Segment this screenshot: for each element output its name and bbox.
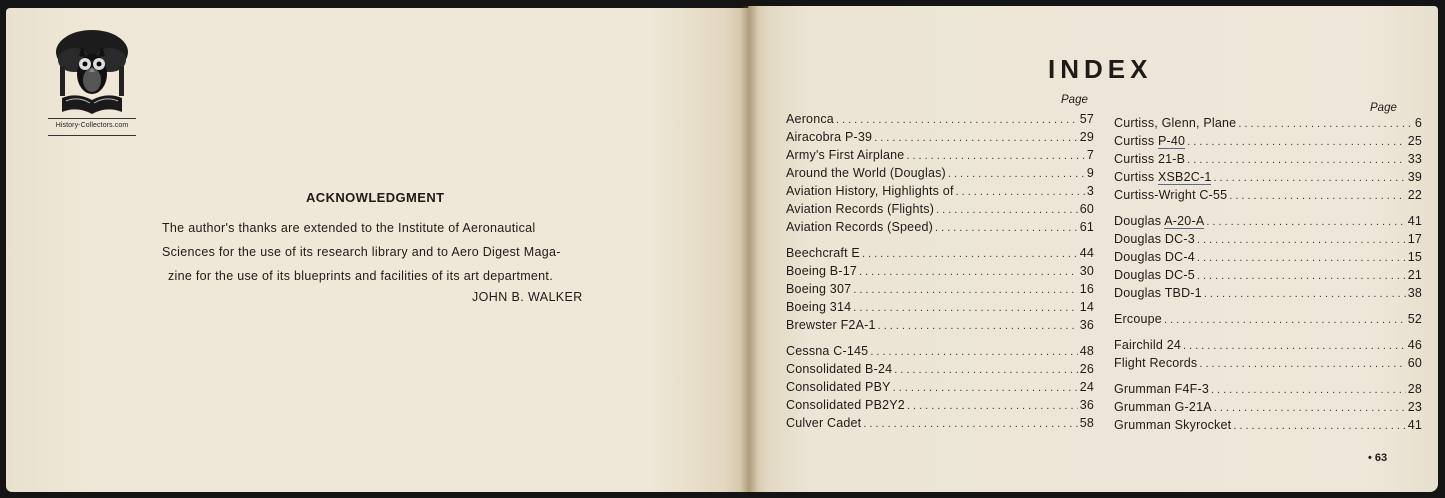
index-entry-label: Army's First Airplane: [786, 148, 905, 162]
index-entry-label: Aviation History, Highlights of: [786, 184, 954, 198]
index-entry: [1114, 356, 1422, 370]
index-entry: [1114, 232, 1422, 246]
index-entry-page: 60: [1079, 202, 1094, 216]
index-entry-label: Consolidated PB2Y2: [786, 398, 905, 412]
index-leader-dots: [948, 168, 1085, 180]
index-entry-label: Ercoupe: [1114, 312, 1162, 326]
index-entry: [1114, 382, 1422, 396]
index-entry-page: 21: [1407, 268, 1422, 282]
index-entry-label: Grumman G-21A: [1114, 400, 1212, 414]
index-entry-page: 41: [1407, 214, 1422, 228]
index-entry-page: 33: [1407, 152, 1422, 166]
right-page: [748, 6, 1438, 492]
index-entry-label: Curtiss, Glenn, Plane: [1114, 116, 1237, 130]
index-entry: [1114, 250, 1422, 264]
index-entry: [1114, 214, 1422, 228]
logo-rule-bottom: [48, 135, 136, 136]
index-entry-page: 58: [1079, 416, 1094, 430]
index-leader-dots: [1206, 216, 1405, 228]
index-entry: [1114, 134, 1422, 148]
index-leader-dots: [853, 302, 1077, 314]
index-leader-dots: [1199, 358, 1405, 370]
index-entry: [1114, 418, 1422, 432]
index-entry: [1114, 312, 1422, 326]
index-entry-page: 9: [1086, 166, 1094, 180]
book-gutter: [740, 6, 758, 492]
index-entry-page: 41: [1407, 418, 1422, 432]
index-entry-page: 22: [1407, 188, 1422, 202]
index-leader-dots: [1187, 136, 1406, 148]
acknowledgment-line: zine for the use of its blueprints and facilities of its art department.: [168, 269, 553, 283]
index-leader-dots: [862, 248, 1078, 260]
index-entry: [786, 344, 1094, 358]
page-number: • 63: [1368, 452, 1388, 464]
index-entry-label: Boeing 307: [786, 282, 852, 296]
index-entry-label: Grumman Skyrocket: [1114, 418, 1232, 432]
index-leader-dots: [853, 284, 1077, 296]
index-entry-label: Douglas A-20-A: [1114, 214, 1205, 228]
index-entry: [786, 166, 1094, 180]
index-entry: [786, 398, 1094, 412]
index-leader-dots: [894, 364, 1077, 376]
index-entry: [1114, 400, 1422, 414]
index-entry: [1114, 116, 1422, 130]
index-entry-label: Curtiss XSB2C-1: [1114, 170, 1212, 184]
index-entry-label: Aviation Records (Flights): [786, 202, 935, 216]
index-leader-dots: [1214, 402, 1406, 414]
index-entry-label: Douglas TBD-1: [1114, 286, 1202, 300]
index-leader-dots: [870, 346, 1077, 358]
right-column-page-heading: Page: [1370, 102, 1397, 114]
index-entry-label: Consolidated PBY: [786, 380, 891, 394]
index-leader-dots: [859, 266, 1078, 278]
index-entry-label: Douglas DC-5: [1114, 268, 1195, 282]
index-entry-page: 39: [1407, 170, 1422, 184]
index-entry-page: 48: [1079, 344, 1094, 358]
index-entry-label: Aviation Records (Speed): [786, 220, 934, 234]
author-signature: JOHN B. WALKER: [472, 290, 583, 304]
index-entry-page: 38: [1407, 286, 1422, 300]
index-entry-page: 15: [1407, 250, 1422, 264]
index-entry: [786, 282, 1094, 296]
index-entry-page: 36: [1079, 318, 1094, 332]
index-entry-label: Consolidated B-24: [786, 362, 893, 376]
index-entry-label: Beechcraft E: [786, 246, 860, 260]
index-entry-page: 60: [1407, 356, 1422, 370]
index-entry: [1114, 188, 1422, 202]
index-entry: [786, 264, 1094, 278]
logo-rule-top: [48, 118, 136, 119]
index-leader-dots: [956, 186, 1085, 198]
index-leader-dots: [936, 204, 1078, 216]
index-entry-label: Curtiss P-40: [1114, 134, 1186, 148]
index-leader-dots: [907, 400, 1078, 412]
index-entry-label: Aeronca: [786, 112, 834, 126]
index-entry: [786, 112, 1094, 126]
index-entry-label: Culver Cadet: [786, 416, 862, 430]
index-entry: [786, 184, 1094, 198]
left-page: [6, 8, 754, 492]
index-leader-dots: [1213, 172, 1405, 184]
index-leader-dots: [1211, 384, 1406, 396]
index-entry-label: Around the World (Douglas): [786, 166, 946, 180]
index-entry-label: Curtiss 21-B: [1114, 152, 1186, 166]
index-entry: [786, 318, 1094, 332]
index-entry-page: 25: [1407, 134, 1422, 148]
index-entry-label: Brewster F2A-1: [786, 318, 876, 332]
index-entry-label: Curtiss-Wright C-55: [1114, 188, 1228, 202]
index-entry: [786, 416, 1094, 430]
index-entry-label: Airacobra P-39: [786, 130, 873, 144]
index-entry: [786, 380, 1094, 394]
index-leader-dots: [1197, 252, 1406, 264]
index-entry: [786, 130, 1094, 144]
index-entry-page: 44: [1079, 246, 1094, 260]
index-entry-page: 52: [1407, 312, 1422, 326]
index-entry-page: 24: [1079, 380, 1094, 394]
left-column-page-heading: Page: [1061, 94, 1088, 106]
index-leader-dots: [1187, 154, 1406, 166]
index-entry: [1114, 268, 1422, 282]
index-entry: [786, 246, 1094, 260]
index-leader-dots: [1238, 118, 1413, 130]
index-leader-dots: [836, 114, 1078, 126]
index-title: INDEX: [1048, 54, 1153, 84]
index-entry: [786, 148, 1094, 162]
index-leader-dots: [1197, 234, 1406, 246]
index-entry-page: 57: [1079, 112, 1094, 126]
index-leader-dots: [878, 320, 1078, 332]
index-entry: [786, 202, 1094, 216]
index-entry-label: Boeing B-17: [786, 264, 857, 278]
index-entry-page: 7: [1086, 148, 1094, 162]
index-entry: [1114, 338, 1422, 352]
index-entry-label: Douglas DC-3: [1114, 232, 1195, 246]
index-entry-label: Grumman F4F-3: [1114, 382, 1209, 396]
index-leader-dots: [935, 222, 1078, 234]
index-entry: [786, 220, 1094, 234]
index-leader-dots: [863, 418, 1077, 430]
index-entry: [1114, 286, 1422, 300]
index-entry: [786, 300, 1094, 314]
index-leader-dots: [1233, 420, 1405, 432]
index-entry-page: 6: [1414, 116, 1422, 130]
index-entry-label: Fairchild 24: [1114, 338, 1182, 352]
index-entry-page: 26: [1079, 362, 1094, 376]
index-entry-page: 46: [1407, 338, 1422, 352]
logo-text: History-Collectors.com: [55, 122, 129, 129]
acknowledgment-body: [162, 216, 612, 288]
index-leader-dots: [1164, 314, 1406, 326]
history-collectors-logo: [42, 26, 142, 146]
index-leader-dots: [1229, 190, 1405, 202]
index-entry-page: 3: [1086, 184, 1094, 198]
acknowledgment-line: Sciences for the use of its research library and to Aero Digest Maga-: [162, 245, 561, 259]
index-entry-label: Douglas DC-4: [1114, 250, 1195, 264]
index-entry-page: 16: [1079, 282, 1094, 296]
index-entry-page: 23: [1407, 400, 1422, 414]
acknowledgment-title: ACKNOWLEDGMENT: [306, 190, 445, 205]
index-entry-page: 17: [1407, 232, 1422, 246]
index-entry-page: 30: [1079, 264, 1094, 278]
index-entry-label: Cessna C-145: [786, 344, 869, 358]
index-leader-dots: [893, 382, 1078, 394]
index-leader-dots: [874, 132, 1078, 144]
index-entry-label: Boeing 314: [786, 300, 852, 314]
index-entry-page: 36: [1079, 398, 1094, 412]
owl-on-books-icon: [52, 26, 132, 120]
index-entry-page: 29: [1079, 130, 1094, 144]
index-leader-dots: [1197, 270, 1406, 282]
index-leader-dots: [906, 150, 1084, 162]
index-entry: [1114, 152, 1422, 166]
index-entry-page: 14: [1079, 300, 1094, 314]
index-leader-dots: [1183, 340, 1406, 352]
acknowledgment-line: The author's thanks are extended to the Institute of Aeronautical: [162, 221, 536, 235]
index-entry-page: 61: [1079, 220, 1094, 234]
index-entry: [1114, 170, 1422, 184]
index-entry-page: 28: [1407, 382, 1422, 396]
index-entry: [786, 362, 1094, 376]
index-leader-dots: [1204, 288, 1406, 300]
index-entry-label: Flight Records: [1114, 356, 1198, 370]
